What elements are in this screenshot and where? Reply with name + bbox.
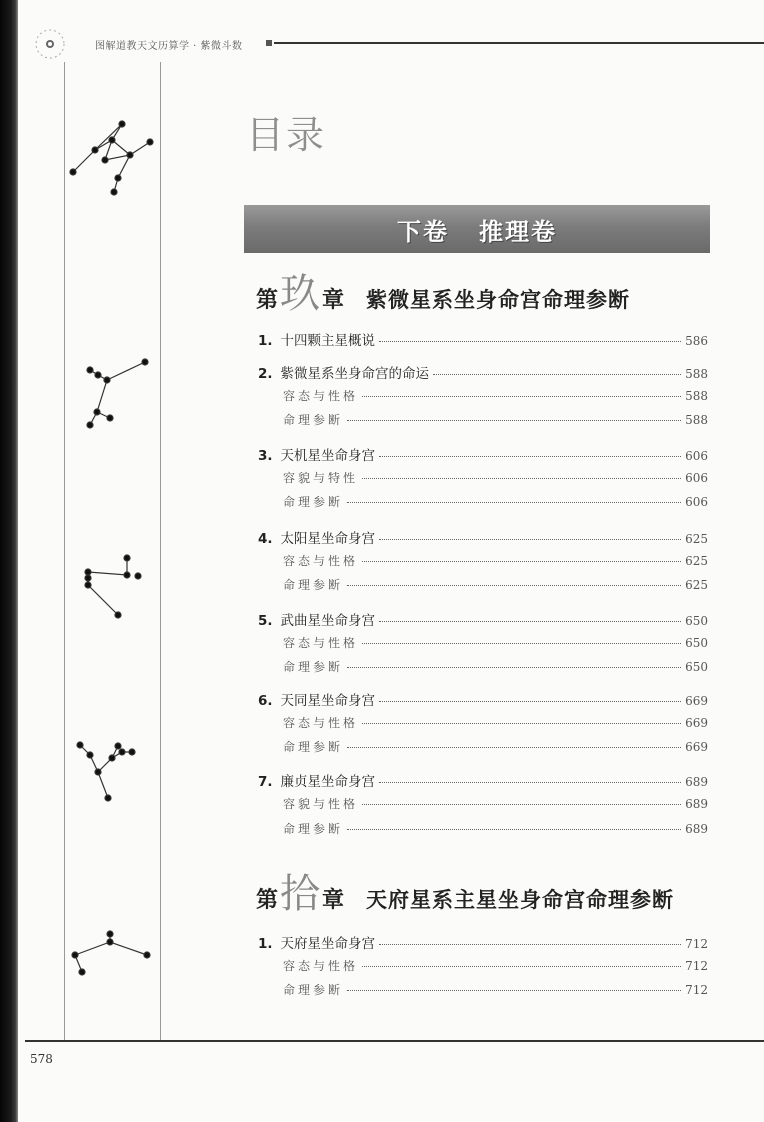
constellation-5-icon bbox=[72, 931, 150, 975]
chapter-number: 玖 bbox=[280, 271, 321, 317]
entry-page: 606 bbox=[685, 449, 708, 463]
entry-page: 606 bbox=[685, 495, 708, 509]
star-emblem-icon bbox=[30, 24, 70, 64]
running-head-marker bbox=[266, 40, 272, 46]
subentry-title: 容貌与特性 bbox=[283, 471, 359, 485]
subentry-title: 命理参断 bbox=[283, 495, 344, 509]
toc-subentry[interactable] bbox=[283, 634, 708, 651]
entry-title: 十四颗主星概说 bbox=[280, 333, 376, 349]
entry-title: 廉贞星坐命身宫 bbox=[280, 774, 376, 790]
toc-subentry[interactable] bbox=[283, 795, 708, 812]
toc-entry[interactable]: 2. 紫微星系坐身命宫的命运 588 bbox=[258, 362, 708, 382]
toc-subentry[interactable] bbox=[283, 714, 708, 731]
dot-leader bbox=[347, 585, 681, 586]
constellation-4-icon bbox=[77, 742, 135, 801]
page-title: 目录 bbox=[246, 113, 327, 157]
entry-page: 669 bbox=[685, 694, 708, 708]
subentry-title: 命理参断 bbox=[283, 983, 344, 997]
subentry-title: 命理参断 bbox=[283, 578, 344, 592]
chapter-heading: 第 拾 章 天府星系主星坐身命宫命理参断 bbox=[256, 871, 675, 917]
volume-banner bbox=[244, 205, 710, 253]
dot-leader bbox=[347, 667, 681, 668]
subentry-title: 容态与性格 bbox=[283, 959, 359, 973]
dot-leader bbox=[362, 804, 681, 805]
toc-entry[interactable]: 1. 天府星坐命身宫 712 bbox=[258, 932, 708, 952]
dot-leader bbox=[362, 723, 681, 724]
entry-page: 689 bbox=[685, 797, 708, 811]
dot-leader bbox=[379, 944, 681, 945]
entry-page: 669 bbox=[685, 716, 708, 730]
dot-leader bbox=[379, 539, 681, 540]
entry-page: 712 bbox=[685, 983, 708, 997]
toc-entry[interactable]: 7. 廉贞星坐命身宫 689 bbox=[258, 770, 708, 790]
dot-leader bbox=[379, 621, 681, 622]
entry-page: 689 bbox=[685, 822, 708, 836]
book-spine-shadow bbox=[0, 0, 18, 1122]
bottom-rule bbox=[25, 1040, 764, 1042]
toc-entry[interactable]: 1. 十四颗主星概说 586 bbox=[258, 329, 708, 349]
dot-leader bbox=[347, 829, 681, 830]
subentry-title: 容态与性格 bbox=[283, 554, 359, 568]
dot-leader bbox=[433, 374, 681, 375]
subentry-title: 命理参断 bbox=[283, 822, 344, 836]
constellation-decoration bbox=[60, 100, 170, 1000]
volume-subtitle: 推理卷 bbox=[479, 217, 557, 246]
entry-page: 669 bbox=[685, 740, 708, 754]
chapter-title: 紫微星系坐身命宫命理参断 bbox=[366, 287, 631, 312]
entry-page: 650 bbox=[685, 614, 708, 628]
dot-leader bbox=[379, 701, 681, 702]
dot-leader bbox=[347, 502, 681, 503]
chapter-number: 拾 bbox=[280, 871, 321, 917]
subentry-title: 容貌与性格 bbox=[283, 797, 359, 811]
subentry-title: 命理参断 bbox=[283, 660, 344, 674]
toc-entry[interactable]: 4. 太阳星坐命身宫 625 bbox=[258, 527, 708, 547]
dot-leader bbox=[347, 990, 681, 991]
entry-page: 650 bbox=[685, 636, 708, 650]
toc-subentry[interactable] bbox=[283, 738, 708, 755]
toc-entry[interactable]: 3. 天机星坐命身宫 606 bbox=[258, 444, 708, 464]
entry-title: 天机星坐命身宫 bbox=[280, 448, 376, 464]
toc-entry[interactable]: 6. 天同星坐命身宫 669 bbox=[258, 689, 708, 709]
chapter-heading: 第 玖 章 紫微星系坐身命宫命理参断 bbox=[256, 271, 631, 317]
constellation-1-icon bbox=[70, 121, 153, 195]
page-number: 578 bbox=[30, 1052, 53, 1066]
toc-subentry[interactable] bbox=[283, 820, 708, 837]
entry-page: 625 bbox=[685, 532, 708, 546]
toc-subentry[interactable] bbox=[283, 658, 708, 675]
top-rule bbox=[274, 42, 764, 44]
running-head: 图解道教天文历算学 · 紫微斗数 bbox=[95, 41, 243, 52]
entry-title: 天府星坐命身宫 bbox=[280, 936, 376, 952]
dot-leader bbox=[362, 966, 681, 967]
dot-leader bbox=[347, 747, 681, 748]
dot-leader bbox=[379, 782, 681, 783]
entry-page: 625 bbox=[685, 554, 708, 568]
constellation-2-icon bbox=[87, 359, 148, 428]
dot-leader bbox=[362, 643, 681, 644]
entry-page: 712 bbox=[685, 937, 708, 951]
toc-subentry[interactable] bbox=[283, 576, 708, 593]
toc-subentry[interactable] bbox=[283, 552, 708, 569]
entry-title: 太阳星坐命身宫 bbox=[280, 531, 376, 547]
dot-leader bbox=[347, 420, 681, 421]
entry-title: 武曲星坐命身宫 bbox=[280, 613, 376, 629]
entry-page: 588 bbox=[685, 413, 708, 427]
dot-leader bbox=[379, 341, 681, 342]
constellation-3-icon bbox=[85, 555, 141, 618]
subentry-title: 容态与性格 bbox=[283, 716, 359, 730]
entry-page: 625 bbox=[685, 578, 708, 592]
entry-page: 588 bbox=[685, 367, 708, 381]
dot-leader bbox=[362, 478, 681, 479]
volume-label: 下卷 bbox=[397, 217, 449, 246]
entry-page: 712 bbox=[685, 959, 708, 973]
toc-subentry[interactable] bbox=[283, 957, 708, 974]
toc-entry[interactable]: 5. 武曲星坐命身宫 650 bbox=[258, 609, 708, 629]
subentry-title: 容态与性格 bbox=[283, 389, 359, 403]
entry-page: 606 bbox=[685, 471, 708, 485]
dot-leader bbox=[362, 561, 681, 562]
subentry-title: 命理参断 bbox=[283, 413, 344, 427]
entry-title: 紫微星系坐身命宫的命运 bbox=[280, 366, 430, 382]
toc-subentry[interactable] bbox=[283, 469, 708, 486]
entry-page: 588 bbox=[685, 389, 708, 403]
toc-subentry[interactable] bbox=[283, 387, 708, 404]
entry-page: 650 bbox=[685, 660, 708, 674]
entry-title: 天同星坐命身宫 bbox=[280, 693, 376, 709]
toc-subentry[interactable] bbox=[283, 493, 708, 510]
chapter-title: 天府星系主星坐身命宫命理参断 bbox=[366, 887, 675, 912]
subentry-title: 容态与性格 bbox=[283, 636, 359, 650]
toc-subentry[interactable] bbox=[283, 981, 708, 998]
entry-page: 586 bbox=[685, 334, 708, 348]
dot-leader bbox=[362, 396, 681, 397]
subentry-title: 命理参断 bbox=[283, 740, 344, 754]
entry-page: 689 bbox=[685, 775, 708, 789]
dot-leader bbox=[379, 456, 681, 457]
toc-subentry[interactable] bbox=[283, 411, 708, 428]
